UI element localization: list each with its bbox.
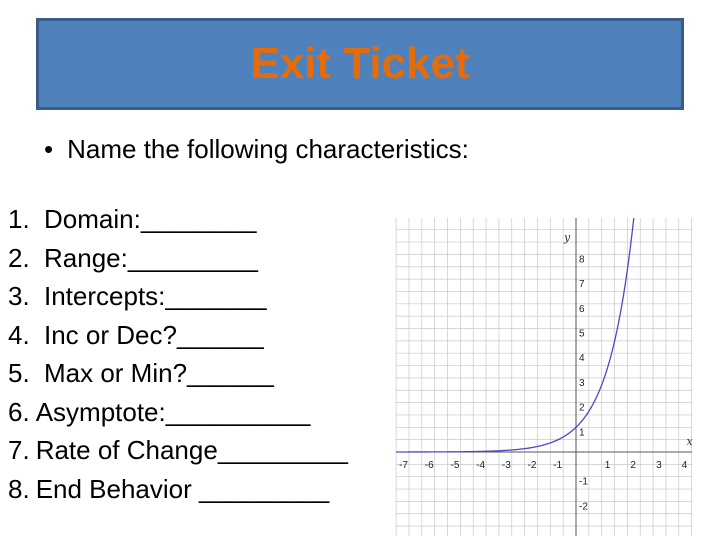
question-item	[8, 316, 348, 355]
question-text: Rate of Change_________	[35, 435, 348, 465]
x-tick-label: 3	[656, 460, 662, 471]
y-tick-label: 2	[579, 402, 585, 414]
page-title: Exit Ticket	[250, 39, 470, 88]
question-number: 5.	[8, 358, 30, 388]
question-number: 4.	[8, 319, 30, 350]
question-number: 2.	[8, 242, 30, 273]
y-tick-label: 4	[579, 353, 585, 365]
x-tick-label: -6	[424, 460, 434, 471]
x-tick-label: -2	[527, 460, 537, 471]
x-tick-label: -3	[501, 460, 511, 471]
y-tick-label: 8	[579, 254, 585, 266]
question-number: 8.	[8, 473, 30, 504]
grid	[396, 218, 692, 536]
exponential-graph	[396, 218, 692, 536]
question-item	[8, 393, 348, 432]
x-tick-label: -4	[476, 460, 486, 471]
question-text: Asymptote:__________	[35, 396, 311, 427]
question-text: Domain:________	[44, 204, 257, 234]
question-item	[8, 239, 348, 278]
x-tick-label: -1	[553, 460, 563, 471]
y-axis-label: y	[564, 230, 571, 244]
question-number: 1.	[8, 204, 30, 234]
question-text: Max or Min?______	[44, 358, 274, 388]
question-text: Intercepts:_______	[44, 281, 267, 311]
bullet-icon: •	[44, 134, 54, 164]
question-list	[8, 200, 348, 508]
question-item	[8, 200, 348, 239]
x-tick-label: 2	[630, 460, 636, 471]
instructions	[44, 134, 469, 165]
question-text: Range:_________	[44, 242, 258, 273]
x-tick-label: -7	[399, 460, 409, 471]
question-number: 3.	[8, 281, 30, 311]
y-tick-label: 7	[579, 279, 585, 291]
instructions-text: Name the following characteristics:	[67, 134, 469, 164]
x-tick-label: 4	[681, 460, 688, 471]
y-tick-label: -1	[579, 476, 588, 488]
y-tick-label: 1	[579, 427, 585, 439]
x-tick-label: 1	[604, 460, 611, 471]
question-text: Inc or Dec?______	[44, 319, 264, 350]
x-tick-label: -5	[450, 460, 460, 471]
y-tick-label: 5	[579, 328, 585, 340]
y-tick-label: -2	[579, 501, 588, 513]
y-tick-label: 3	[579, 377, 585, 389]
y-tick-label: 6	[579, 303, 585, 315]
title-banner	[36, 18, 684, 110]
question-item	[8, 277, 348, 316]
question-item	[8, 354, 348, 393]
question-number: 7.	[8, 435, 30, 465]
question-item	[8, 470, 348, 509]
question-text: End Behavior _________	[35, 473, 330, 504]
question-number: 6.	[8, 396, 30, 427]
x-axis-label: x	[686, 435, 693, 448]
axes	[396, 218, 692, 536]
tick-labels	[399, 231, 693, 513]
question-item	[8, 431, 348, 470]
